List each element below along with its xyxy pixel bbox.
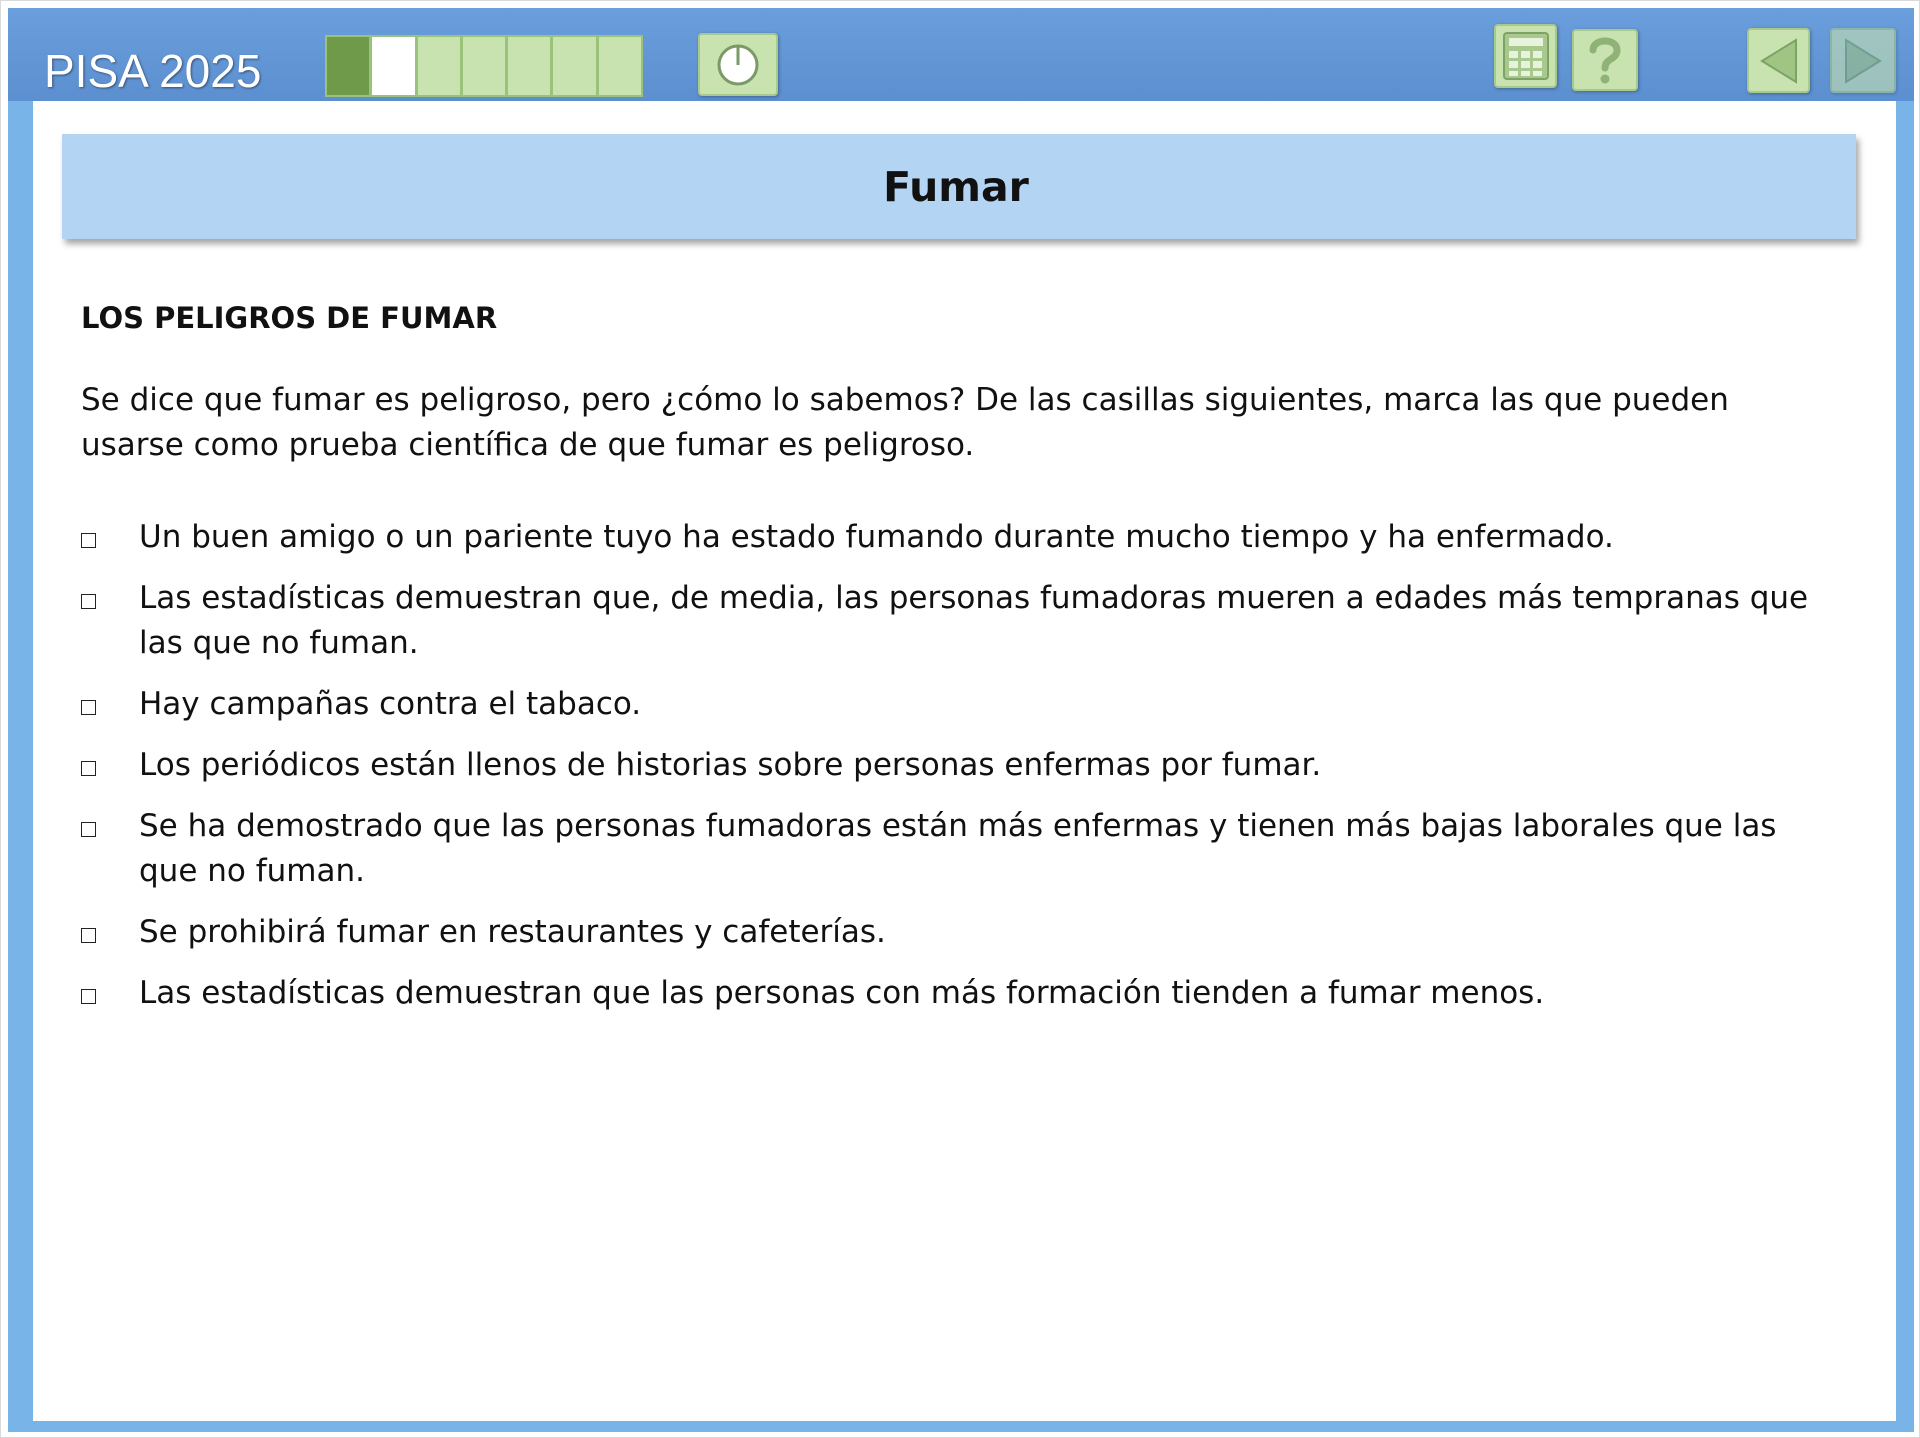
timer-button[interactable] (698, 33, 778, 96)
progress-segment (327, 37, 372, 95)
option-item (81, 804, 1841, 894)
option-label: Se ha demostrado que las personas fumadoras están más enfermas y tienen más bajas laborales que las que no fuman. (139, 808, 1777, 889)
progress-segment (553, 37, 598, 95)
unit-title-banner (62, 134, 1856, 239)
option-label: Las estadísticas demuestran que las personas con más formación tienden a fumar menos. (139, 975, 1545, 1011)
option-label: Se prohibirá fumar en restaurantes y cafeterías. (139, 914, 886, 950)
question-prompt: Se dice que fumar es peligroso, pero ¿cómo lo sabemos? De las casillas siguientes, marca las que pueden usarse como prueba científica de que fumar es peligroso. (81, 382, 1729, 463)
option-label: Un buen amigo o un pariente tuyo ha estado fumando durante mucho tiempo y ha enfermado. (139, 519, 1614, 555)
help-icon (1583, 34, 1627, 86)
option-checkbox[interactable] (81, 989, 96, 1004)
unit-title: Fumar (883, 162, 1029, 211)
option-item (81, 682, 1841, 727)
back-button[interactable] (1747, 28, 1810, 93)
option-label: Los periódicos están llenos de historias sobre personas enfermas por fumar. (139, 747, 1322, 783)
answer-options (81, 515, 1841, 1032)
progress-segment (599, 37, 641, 95)
progress-segment (463, 37, 508, 95)
option-checkbox[interactable] (81, 761, 96, 776)
option-label: Las estadísticas demuestran que, de media, las personas fumadoras mueren a edades más tempranas que las que no fuman. (139, 580, 1809, 661)
option-item (81, 971, 1841, 1016)
option-checkbox[interactable] (81, 533, 96, 548)
next-arrow-icon (1840, 36, 1886, 86)
help-button[interactable] (1572, 29, 1638, 91)
right-border (1896, 101, 1914, 1424)
option-item (81, 515, 1841, 560)
option-item (81, 576, 1841, 666)
calculator-icon (1501, 30, 1551, 82)
progress-segment (508, 37, 553, 95)
option-item (81, 910, 1841, 955)
back-arrow-icon (1756, 36, 1802, 86)
option-checkbox[interactable] (81, 822, 96, 837)
option-item (81, 743, 1841, 788)
calculator-button[interactable] (1494, 24, 1557, 88)
option-checkbox[interactable] (81, 928, 96, 943)
brand-title: PISA 2025 (44, 45, 262, 97)
next-button[interactable] (1830, 28, 1896, 93)
timer-icon (714, 41, 762, 89)
bottom-border (8, 1421, 1914, 1432)
question-heading: LOS PELIGROS DE FUMAR (81, 301, 498, 335)
progress-segment-current (372, 37, 417, 95)
progress-indicator (325, 35, 643, 97)
option-checkbox[interactable] (81, 700, 96, 715)
option-checkbox[interactable] (81, 594, 96, 609)
left-border (8, 101, 33, 1424)
option-label: Hay campañas contra el tabaco. (139, 686, 642, 722)
progress-segment (418, 37, 463, 95)
